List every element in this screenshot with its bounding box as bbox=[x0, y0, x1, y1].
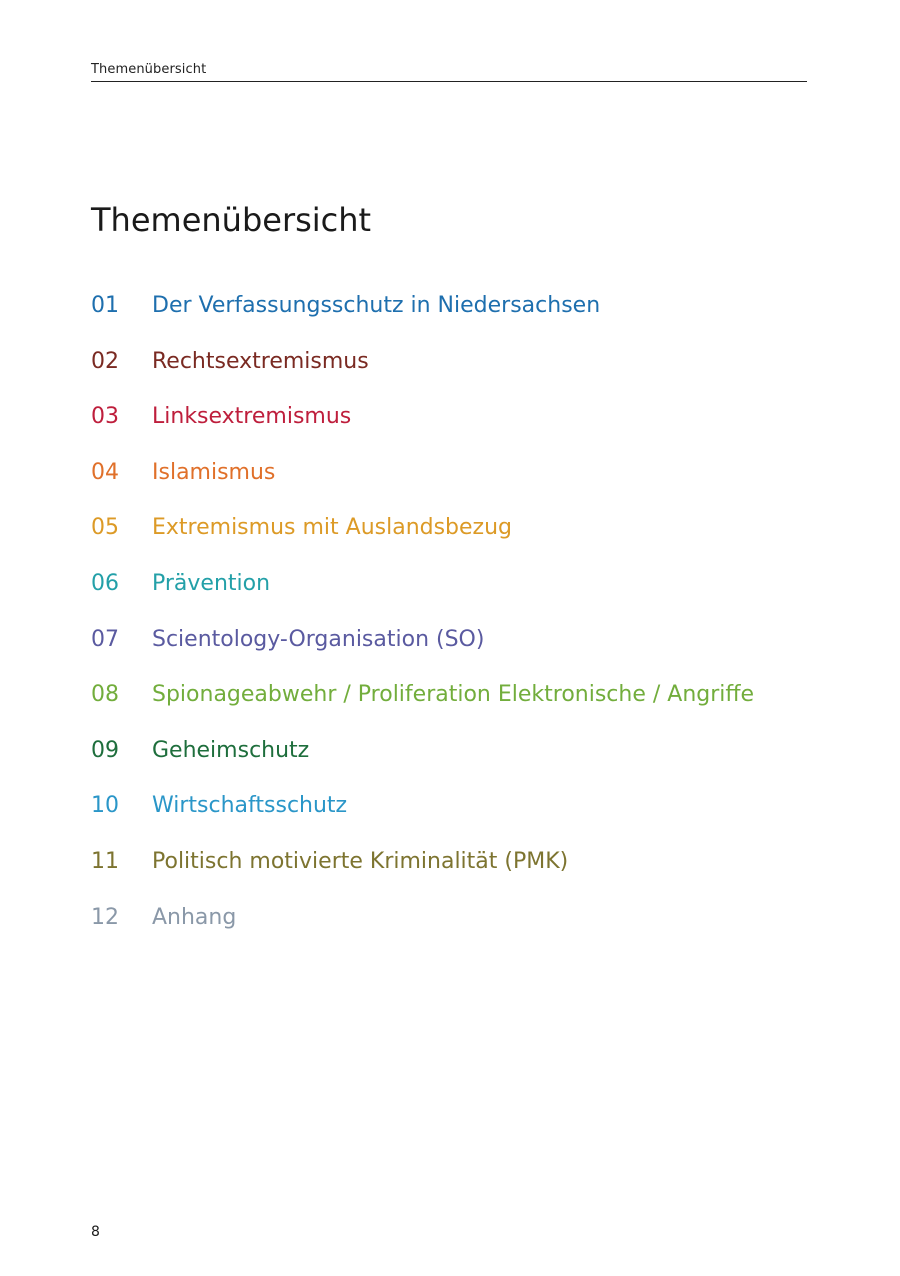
toc-label: Spionageabwehr / Proliferation Elektronische / Angriffe bbox=[152, 682, 755, 708]
toc-label: Anhang bbox=[152, 904, 237, 930]
toc-label: Wirtschaftsschutz bbox=[152, 793, 348, 819]
toc-number: 07 bbox=[91, 626, 119, 652]
toc-label: Rechtsextremismus bbox=[152, 348, 369, 374]
toc-number: 06 bbox=[91, 570, 119, 596]
toc-label: Geheimschutz bbox=[152, 737, 310, 763]
toc-number: 02 bbox=[91, 348, 119, 374]
page-number: 8 bbox=[91, 1224, 100, 1240]
toc-number: 03 bbox=[91, 404, 119, 430]
toc-number: 08 bbox=[91, 682, 119, 708]
toc-item-05[interactable] bbox=[91, 508, 807, 564]
toc-item-08[interactable] bbox=[91, 675, 807, 731]
toc-item-02[interactable] bbox=[91, 342, 807, 398]
toc-label: Islamismus bbox=[152, 459, 276, 485]
toc-number: 09 bbox=[91, 737, 119, 763]
toc-item-01[interactable] bbox=[91, 286, 807, 342]
page-title: Themenübersicht bbox=[91, 201, 372, 239]
toc-item-12[interactable] bbox=[91, 898, 807, 954]
toc-label: Linksextremismus bbox=[152, 404, 352, 430]
toc-number: 11 bbox=[91, 848, 119, 874]
toc-item-09[interactable] bbox=[91, 731, 807, 787]
toc-number: 05 bbox=[91, 515, 119, 541]
toc-item-07[interactable] bbox=[91, 620, 807, 676]
toc-label: Prävention bbox=[152, 570, 271, 596]
toc-item-11[interactable] bbox=[91, 842, 807, 898]
toc-label: Politisch motivierte Kriminalität (PMK) bbox=[152, 848, 569, 874]
toc-item-10[interactable] bbox=[91, 786, 807, 842]
running-header bbox=[91, 58, 807, 82]
toc-label: Extremismus mit Auslandsbezug bbox=[152, 515, 513, 541]
toc-number: 04 bbox=[91, 459, 119, 485]
toc-number: 12 bbox=[91, 904, 119, 930]
toc-number: 01 bbox=[91, 293, 119, 318]
toc-item-04[interactable] bbox=[91, 453, 807, 509]
toc-number: 10 bbox=[91, 793, 119, 819]
toc-item-06[interactable] bbox=[91, 564, 807, 620]
running-header-title: Themenübersicht bbox=[91, 62, 207, 77]
toc-item-03[interactable] bbox=[91, 397, 807, 453]
table-of-contents bbox=[91, 286, 807, 953]
toc-label: Der Verfassungsschutz in Niedersachsen bbox=[152, 293, 601, 318]
toc-label: Scientology-Organisation (SO) bbox=[152, 626, 485, 652]
